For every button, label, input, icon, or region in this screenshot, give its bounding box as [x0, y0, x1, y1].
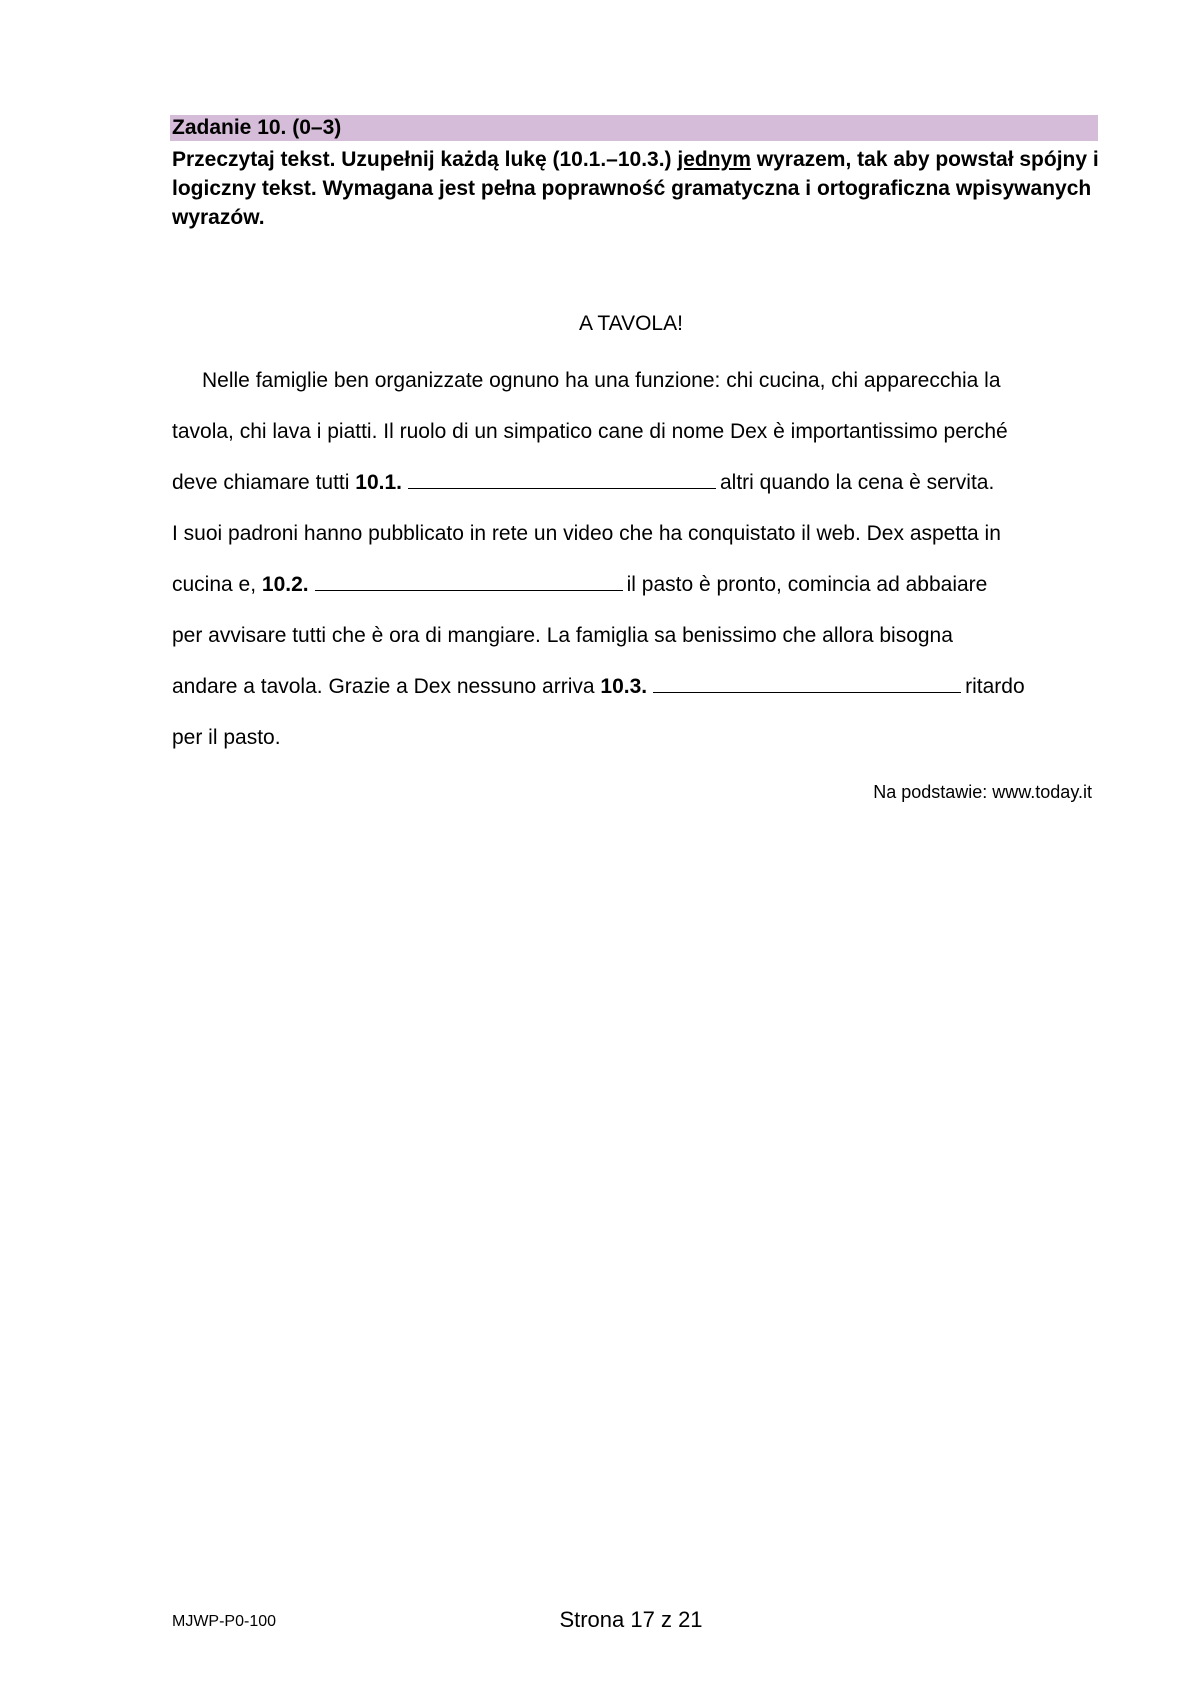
footer-page-number: Strona 17 z 21: [559, 1607, 703, 1632]
text-line-2: tavola, chi lava i piatti. Il ruolo di un simpatico cane di nome Dex è importantissimo perché: [172, 420, 1008, 443]
text-line-3: [172, 469, 994, 497]
text-line-6: per avvisare tutti che è ora di mangiare. La famiglia sa benissimo che allora bisogna: [172, 624, 953, 647]
answer-gap-10-3[interactable]: [653, 674, 961, 693]
instruction-text-2: wyrazem, tak aby powstał spójny i logiczny tekst. Wymagana jest pełna poprawność gramatyczna i ortograficzna wpisywanych wyrazów.: [172, 148, 1099, 229]
instruction-text-1: Przeczytaj tekst. Uzupełnij każdą lukę (10.1.–10.3.): [172, 148, 678, 171]
text-line-7-before: andare a tavola. Grazie a Dex nessuno arriva: [172, 675, 601, 698]
gap-label-10-3: 10.3.: [600, 675, 648, 698]
text-line-5: [172, 571, 987, 599]
text-line-5-before: cucina e,: [172, 573, 262, 596]
footer-exam-code: MJWP-P0-100: [172, 1613, 277, 1630]
gap-label-10-1: 10.1.: [355, 471, 402, 494]
text-line-7: [172, 673, 1025, 701]
gap-label-10-2: 10.2.: [261, 573, 309, 596]
answer-gap-10-1[interactable]: [408, 470, 716, 489]
text-line-3-after: altri quando la cena è servita.: [719, 471, 995, 494]
task-header: Zadanie 10. (0–3): [170, 115, 1098, 141]
text-line-7-after: ritardo: [965, 675, 1025, 698]
text-line-1: Nelle famiglie ben organizzate ognuno ha una funzione: chi cucina, chi apparecchia la: [202, 369, 1001, 392]
answer-gap-10-2[interactable]: [315, 572, 623, 591]
text-line-4: I suoi padroni hanno pubblicato in rete un video che ha conquistato il web. Dex aspetta in: [172, 522, 1001, 545]
source-note: Na podstawie: www.today.it: [873, 782, 1092, 802]
text-line-5-after: il pasto è pronto, comincia ad abbaiare: [626, 573, 988, 596]
text-line-8: per il pasto.: [172, 726, 281, 749]
instruction-underlined-word: jednym: [677, 148, 751, 171]
text-title: A TAVOLA!: [579, 312, 683, 335]
text-line-3-before: deve chiamare tutti: [172, 471, 356, 494]
task-instruction: [172, 145, 1102, 232]
